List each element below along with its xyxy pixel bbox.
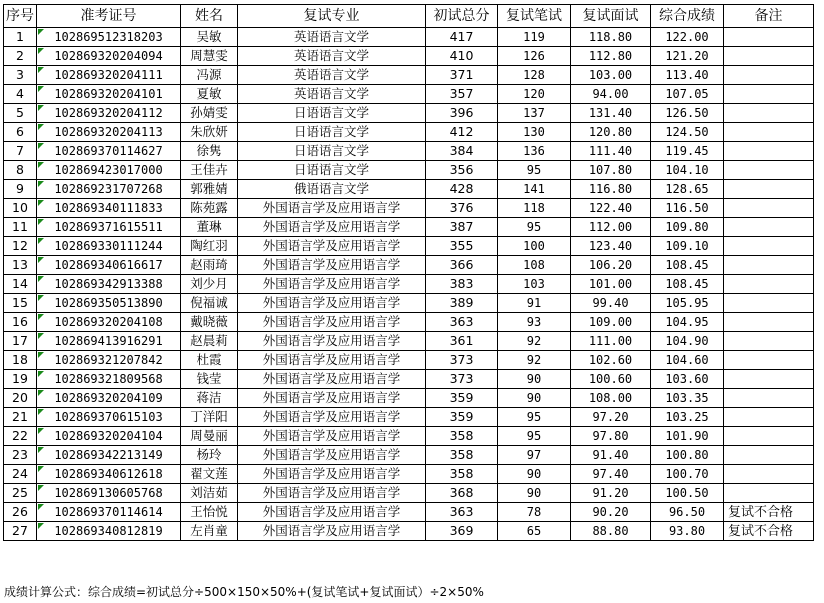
cell-major[interactable]: 英语语言文学 bbox=[238, 28, 426, 47]
table-row bbox=[4, 408, 814, 427]
cell-initial-total[interactable]: 428 bbox=[426, 180, 498, 199]
cell-composite[interactable]: 101.90 bbox=[651, 427, 724, 446]
cell-major[interactable]: 外国语言学及应用语言学 bbox=[238, 294, 426, 313]
cell-composite[interactable]: 105.95 bbox=[651, 294, 724, 313]
cell-written[interactable]: 91 bbox=[498, 294, 571, 313]
table-row bbox=[4, 199, 814, 218]
header-remarks[interactable]: 备注 bbox=[724, 5, 814, 28]
table-row bbox=[4, 47, 814, 66]
cell-written[interactable]: 95 bbox=[498, 408, 571, 427]
cell-interview[interactable]: 111.00 bbox=[571, 332, 651, 351]
cell-major[interactable]: 外国语言学及应用语言学 bbox=[238, 256, 426, 275]
table-row bbox=[4, 427, 814, 446]
cell-initial-total[interactable]: 368 bbox=[426, 484, 498, 503]
cell-remarks[interactable] bbox=[724, 351, 814, 370]
cell-ticket-number[interactable]: 102869342213149 bbox=[37, 446, 181, 465]
cell-major[interactable]: 日语语言文学 bbox=[238, 142, 426, 161]
cell-composite[interactable]: 108.45 bbox=[651, 256, 724, 275]
cell-composite[interactable]: 122.00 bbox=[651, 28, 724, 47]
cell-initial-total[interactable]: 358 bbox=[426, 465, 498, 484]
cell-written[interactable]: 128 bbox=[498, 66, 571, 85]
cell-remarks[interactable] bbox=[724, 446, 814, 465]
cell-written[interactable]: 92 bbox=[498, 332, 571, 351]
cell-interview[interactable]: 118.80 bbox=[571, 28, 651, 47]
cell-major[interactable]: 外国语言学及应用语言学 bbox=[238, 484, 426, 503]
cell-remarks[interactable] bbox=[724, 427, 814, 446]
cell-seq[interactable]: 27 bbox=[4, 522, 37, 541]
cell-composite[interactable]: 109.80 bbox=[651, 218, 724, 237]
cell-remarks[interactable] bbox=[724, 161, 814, 180]
cell-composite[interactable]: 104.90 bbox=[651, 332, 724, 351]
cell-interview[interactable]: 103.00 bbox=[571, 66, 651, 85]
cell-remarks[interactable] bbox=[724, 66, 814, 85]
cell-composite[interactable]: 126.50 bbox=[651, 104, 724, 123]
table-row bbox=[4, 123, 814, 142]
cell-interview[interactable]: 91.40 bbox=[571, 446, 651, 465]
cell-seq[interactable]: 6 bbox=[4, 123, 37, 142]
cell-ticket-number[interactable]: 102869423017000 bbox=[37, 161, 181, 180]
cell-seq[interactable]: 15 bbox=[4, 294, 37, 313]
cell-initial-total[interactable]: 357 bbox=[426, 85, 498, 104]
cell-ticket-number[interactable]: 102869370114627 bbox=[37, 142, 181, 161]
cell-seq[interactable]: 3 bbox=[4, 66, 37, 85]
cell-initial-total[interactable]: 359 bbox=[426, 408, 498, 427]
cell-initial-total[interactable]: 371 bbox=[426, 66, 498, 85]
cell-remarks[interactable] bbox=[724, 294, 814, 313]
cell-major[interactable]: 外国语言学及应用语言学 bbox=[238, 522, 426, 541]
cell-interview[interactable]: 100.60 bbox=[571, 370, 651, 389]
table-row bbox=[4, 332, 814, 351]
cell-written[interactable]: 108 bbox=[498, 256, 571, 275]
cell-interview[interactable]: 91.20 bbox=[571, 484, 651, 503]
cell-initial-total[interactable]: 387 bbox=[426, 218, 498, 237]
cell-remarks[interactable] bbox=[724, 332, 814, 351]
cell-remarks[interactable]: 复试不合格 bbox=[724, 522, 814, 541]
cell-ticket-number[interactable]: 102869320204113 bbox=[37, 123, 181, 142]
cell-composite[interactable]: 104.60 bbox=[651, 351, 724, 370]
cell-remarks[interactable]: 复试不合格 bbox=[724, 503, 814, 522]
cell-initial-total[interactable]: 376 bbox=[426, 199, 498, 218]
cell-initial-total[interactable]: 373 bbox=[426, 351, 498, 370]
cell-name[interactable]: 左肖童 bbox=[181, 522, 238, 541]
cell-composite[interactable]: 103.60 bbox=[651, 370, 724, 389]
cell-interview[interactable]: 112.00 bbox=[571, 218, 651, 237]
cell-remarks[interactable] bbox=[724, 408, 814, 427]
table-row bbox=[4, 294, 814, 313]
cell-written[interactable]: 100 bbox=[498, 237, 571, 256]
cell-composite[interactable]: 108.45 bbox=[651, 275, 724, 294]
cell-seq[interactable]: 26 bbox=[4, 503, 37, 522]
cell-interview[interactable]: 122.40 bbox=[571, 199, 651, 218]
cell-remarks[interactable] bbox=[724, 370, 814, 389]
cell-composite[interactable]: 93.80 bbox=[651, 522, 724, 541]
cell-interview[interactable]: 116.80 bbox=[571, 180, 651, 199]
cell-written[interactable]: 137 bbox=[498, 104, 571, 123]
cell-ticket-number[interactable]: 102869330111244 bbox=[37, 237, 181, 256]
cell-ticket-number[interactable]: 102869512318203 bbox=[37, 28, 181, 47]
cell-composite[interactable]: 100.70 bbox=[651, 465, 724, 484]
cell-remarks[interactable] bbox=[724, 180, 814, 199]
cell-name[interactable]: 杜霞 bbox=[181, 351, 238, 370]
cell-remarks[interactable] bbox=[724, 218, 814, 237]
cell-major[interactable]: 外国语言学及应用语言学 bbox=[238, 370, 426, 389]
cell-name[interactable]: 郭雅婧 bbox=[181, 180, 238, 199]
cell-initial-total[interactable]: 383 bbox=[426, 275, 498, 294]
cell-name[interactable]: 徐隽 bbox=[181, 142, 238, 161]
cell-seq[interactable]: 16 bbox=[4, 313, 37, 332]
header-major[interactable]: 复试专业 bbox=[238, 5, 426, 28]
cell-interview[interactable]: 107.80 bbox=[571, 161, 651, 180]
table-row bbox=[4, 237, 814, 256]
cell-major[interactable]: 外国语言学及应用语言学 bbox=[238, 408, 426, 427]
cell-initial-total[interactable]: 363 bbox=[426, 313, 498, 332]
cell-ticket-number[interactable]: 102869371615511 bbox=[37, 218, 181, 237]
cell-name[interactable]: 吴敏 bbox=[181, 28, 238, 47]
cell-seq[interactable]: 25 bbox=[4, 484, 37, 503]
cell-name[interactable]: 钱莹 bbox=[181, 370, 238, 389]
cell-ticket-number[interactable]: 102869320204104 bbox=[37, 427, 181, 446]
table-row bbox=[4, 522, 814, 541]
formula-note: 成绩计算公式：综合成绩=初试总分÷500×150×50%+(复试笔试+复试面试）÷2×50% bbox=[4, 585, 484, 599]
table-row bbox=[4, 256, 814, 275]
cell-name[interactable]: 夏敏 bbox=[181, 85, 238, 104]
cell-interview[interactable]: 88.80 bbox=[571, 522, 651, 541]
cell-name[interactable]: 杨玲 bbox=[181, 446, 238, 465]
cell-seq[interactable]: 2 bbox=[4, 47, 37, 66]
cell-initial-total[interactable]: 412 bbox=[426, 123, 498, 142]
table-row bbox=[4, 351, 814, 370]
cell-initial-total[interactable]: 358 bbox=[426, 446, 498, 465]
header-initial-total[interactable]: 初试总分 bbox=[426, 5, 498, 28]
cell-remarks[interactable] bbox=[724, 199, 814, 218]
header-name[interactable]: 姓名 bbox=[181, 5, 238, 28]
cell-written[interactable]: 90 bbox=[498, 370, 571, 389]
cell-interview[interactable]: 90.20 bbox=[571, 503, 651, 522]
cell-ticket-number[interactable]: 102869350513890 bbox=[37, 294, 181, 313]
cell-ticket-number[interactable]: 102869321207842 bbox=[37, 351, 181, 370]
cell-written[interactable]: 130 bbox=[498, 123, 571, 142]
cell-major[interactable]: 外国语言学及应用语言学 bbox=[238, 465, 426, 484]
cell-major[interactable]: 俄语语言文学 bbox=[238, 180, 426, 199]
cell-written[interactable]: 120 bbox=[498, 85, 571, 104]
cell-major[interactable]: 外国语言学及应用语言学 bbox=[238, 503, 426, 522]
cell-major[interactable]: 日语语言文学 bbox=[238, 104, 426, 123]
cell-interview[interactable]: 120.80 bbox=[571, 123, 651, 142]
cell-name[interactable]: 陈苑露 bbox=[181, 199, 238, 218]
cell-name[interactable]: 陶红羽 bbox=[181, 237, 238, 256]
cell-written[interactable]: 90 bbox=[498, 389, 571, 408]
cell-remarks[interactable] bbox=[724, 47, 814, 66]
cell-written[interactable]: 136 bbox=[498, 142, 571, 161]
cell-initial-total[interactable]: 369 bbox=[426, 522, 498, 541]
cell-ticket-number[interactable]: 102869231707268 bbox=[37, 180, 181, 199]
cell-name[interactable]: 王怡悦 bbox=[181, 503, 238, 522]
cell-seq[interactable]: 22 bbox=[4, 427, 37, 446]
cell-major[interactable]: 外国语言学及应用语言学 bbox=[238, 351, 426, 370]
header-interview[interactable]: 复试面试 bbox=[571, 5, 651, 28]
cell-name[interactable]: 翟文莲 bbox=[181, 465, 238, 484]
cell-name[interactable]: 冯源 bbox=[181, 66, 238, 85]
table-body bbox=[4, 28, 814, 541]
header-seq[interactable]: 序号 bbox=[4, 5, 37, 28]
cell-interview[interactable]: 97.40 bbox=[571, 465, 651, 484]
cell-remarks[interactable] bbox=[724, 313, 814, 332]
cell-seq[interactable]: 24 bbox=[4, 465, 37, 484]
table-row bbox=[4, 66, 814, 85]
cell-ticket-number[interactable]: 102869321809568 bbox=[37, 370, 181, 389]
cell-written[interactable]: 119 bbox=[498, 28, 571, 47]
cell-name[interactable]: 刘少月 bbox=[181, 275, 238, 294]
cell-composite[interactable]: 107.05 bbox=[651, 85, 724, 104]
cell-remarks[interactable] bbox=[724, 123, 814, 142]
cell-interview[interactable]: 111.40 bbox=[571, 142, 651, 161]
cell-ticket-number[interactable]: 102869370114614 bbox=[37, 503, 181, 522]
cell-composite[interactable]: 103.25 bbox=[651, 408, 724, 427]
cell-major[interactable]: 外国语言学及应用语言学 bbox=[238, 275, 426, 294]
cell-seq[interactable]: 12 bbox=[4, 237, 37, 256]
cell-major[interactable]: 外国语言学及应用语言学 bbox=[238, 218, 426, 237]
cell-remarks[interactable] bbox=[724, 484, 814, 503]
table-row bbox=[4, 142, 814, 161]
cell-seq[interactable]: 18 bbox=[4, 351, 37, 370]
cell-interview[interactable]: 112.80 bbox=[571, 47, 651, 66]
table-row bbox=[4, 161, 814, 180]
cell-major[interactable]: 英语语言文学 bbox=[238, 85, 426, 104]
cell-written[interactable]: 103 bbox=[498, 275, 571, 294]
cell-written[interactable]: 126 bbox=[498, 47, 571, 66]
cell-name[interactable]: 赵雨琦 bbox=[181, 256, 238, 275]
cell-initial-total[interactable]: 358 bbox=[426, 427, 498, 446]
cell-written[interactable]: 141 bbox=[498, 180, 571, 199]
cell-initial-total[interactable]: 410 bbox=[426, 47, 498, 66]
cell-ticket-number[interactable]: 102869340812819 bbox=[37, 522, 181, 541]
cell-written[interactable]: 93 bbox=[498, 313, 571, 332]
cell-ticket-number[interactable]: 102869340111833 bbox=[37, 199, 181, 218]
cell-initial-total[interactable]: 359 bbox=[426, 389, 498, 408]
cell-written[interactable]: 118 bbox=[498, 199, 571, 218]
cell-seq[interactable]: 17 bbox=[4, 332, 37, 351]
cell-major[interactable]: 外国语言学及应用语言学 bbox=[238, 199, 426, 218]
cell-remarks[interactable] bbox=[724, 28, 814, 47]
cell-initial-total[interactable]: 366 bbox=[426, 256, 498, 275]
cell-composite[interactable]: 104.95 bbox=[651, 313, 724, 332]
cell-seq[interactable]: 19 bbox=[4, 370, 37, 389]
cell-name[interactable]: 倪福诚 bbox=[181, 294, 238, 313]
cell-major[interactable]: 外国语言学及应用语言学 bbox=[238, 237, 426, 256]
cell-major[interactable]: 英语语言文学 bbox=[238, 47, 426, 66]
table-row bbox=[4, 484, 814, 503]
cell-name[interactable]: 蒋洁 bbox=[181, 389, 238, 408]
header-row bbox=[4, 5, 814, 28]
cell-composite[interactable]: 104.10 bbox=[651, 161, 724, 180]
cell-name[interactable]: 孙婧雯 bbox=[181, 104, 238, 123]
cell-written[interactable]: 95 bbox=[498, 218, 571, 237]
cell-seq[interactable]: 14 bbox=[4, 275, 37, 294]
cell-ticket-number[interactable]: 102869320204112 bbox=[37, 104, 181, 123]
cell-composite[interactable]: 121.20 bbox=[651, 47, 724, 66]
cell-written[interactable]: 90 bbox=[498, 465, 571, 484]
cell-ticket-number[interactable]: 102869320204101 bbox=[37, 85, 181, 104]
cell-seq[interactable]: 1 bbox=[4, 28, 37, 47]
cell-name[interactable]: 周曼丽 bbox=[181, 427, 238, 446]
cell-name[interactable]: 王佳卉 bbox=[181, 161, 238, 180]
cell-ticket-number[interactable]: 102869320204108 bbox=[37, 313, 181, 332]
cell-composite[interactable]: 100.50 bbox=[651, 484, 724, 503]
cell-seq[interactable]: 4 bbox=[4, 85, 37, 104]
cell-seq[interactable]: 7 bbox=[4, 142, 37, 161]
cell-major[interactable]: 日语语言文学 bbox=[238, 123, 426, 142]
score-table bbox=[3, 4, 814, 541]
cell-name[interactable]: 赵晨莉 bbox=[181, 332, 238, 351]
cell-major[interactable]: 外国语言学及应用语言学 bbox=[238, 313, 426, 332]
cell-major[interactable]: 英语语言文学 bbox=[238, 66, 426, 85]
table-row bbox=[4, 180, 814, 199]
cell-initial-total[interactable]: 363 bbox=[426, 503, 498, 522]
cell-remarks[interactable] bbox=[724, 256, 814, 275]
cell-interview[interactable]: 108.00 bbox=[571, 389, 651, 408]
cell-ticket-number[interactable]: 102869340616617 bbox=[37, 256, 181, 275]
header-composite[interactable]: 综合成绩 bbox=[651, 5, 724, 28]
cell-interview[interactable]: 102.60 bbox=[571, 351, 651, 370]
cell-seq[interactable]: 9 bbox=[4, 180, 37, 199]
cell-initial-total[interactable]: 389 bbox=[426, 294, 498, 313]
cell-seq[interactable]: 11 bbox=[4, 218, 37, 237]
cell-interview[interactable]: 97.20 bbox=[571, 408, 651, 427]
cell-initial-total[interactable]: 417 bbox=[426, 28, 498, 47]
cell-ticket-number[interactable]: 102869320204094 bbox=[37, 47, 181, 66]
cell-ticket-number[interactable]: 102869370615103 bbox=[37, 408, 181, 427]
cell-remarks[interactable] bbox=[724, 142, 814, 161]
cell-major[interactable]: 外国语言学及应用语言学 bbox=[238, 427, 426, 446]
cell-written[interactable]: 78 bbox=[498, 503, 571, 522]
cell-initial-total[interactable]: 361 bbox=[426, 332, 498, 351]
cell-major[interactable]: 外国语言学及应用语言学 bbox=[238, 389, 426, 408]
cell-written[interactable]: 65 bbox=[498, 522, 571, 541]
cell-remarks[interactable] bbox=[724, 389, 814, 408]
cell-composite[interactable]: 103.35 bbox=[651, 389, 724, 408]
cell-composite[interactable]: 96.50 bbox=[651, 503, 724, 522]
cell-name[interactable]: 董琳 bbox=[181, 218, 238, 237]
cell-name[interactable]: 刘洁茹 bbox=[181, 484, 238, 503]
cell-name[interactable]: 朱欣妍 bbox=[181, 123, 238, 142]
cell-initial-total[interactable]: 355 bbox=[426, 237, 498, 256]
cell-name[interactable]: 戴晓薇 bbox=[181, 313, 238, 332]
table-row bbox=[4, 275, 814, 294]
table-row bbox=[4, 85, 814, 104]
cell-ticket-number[interactable]: 102869130605768 bbox=[37, 484, 181, 503]
cell-interview[interactable]: 94.00 bbox=[571, 85, 651, 104]
cell-composite[interactable]: 116.50 bbox=[651, 199, 724, 218]
cell-interview[interactable]: 131.40 bbox=[571, 104, 651, 123]
cell-major[interactable]: 日语语言文学 bbox=[238, 161, 426, 180]
cell-ticket-number[interactable]: 102869320204111 bbox=[37, 66, 181, 85]
cell-seq[interactable]: 10 bbox=[4, 199, 37, 218]
cell-written[interactable]: 97 bbox=[498, 446, 571, 465]
table-row bbox=[4, 389, 814, 408]
table-row bbox=[4, 446, 814, 465]
cell-composite[interactable]: 128.65 bbox=[651, 180, 724, 199]
cell-seq[interactable]: 8 bbox=[4, 161, 37, 180]
cell-interview[interactable]: 97.80 bbox=[571, 427, 651, 446]
table-row bbox=[4, 313, 814, 332]
cell-remarks[interactable] bbox=[724, 275, 814, 294]
cell-interview[interactable]: 109.00 bbox=[571, 313, 651, 332]
cell-major[interactable]: 外国语言学及应用语言学 bbox=[238, 332, 426, 351]
table-row bbox=[4, 503, 814, 522]
header-written[interactable]: 复试笔试 bbox=[498, 5, 571, 28]
cell-ticket-number[interactable]: 102869340612618 bbox=[37, 465, 181, 484]
cell-remarks[interactable] bbox=[724, 104, 814, 123]
cell-written[interactable]: 95 bbox=[498, 161, 571, 180]
cell-composite[interactable]: 124.50 bbox=[651, 123, 724, 142]
table-row bbox=[4, 465, 814, 484]
cell-initial-total[interactable]: 373 bbox=[426, 370, 498, 389]
header-ticket-number[interactable]: 准考证号 bbox=[37, 5, 181, 28]
cell-seq[interactable]: 5 bbox=[4, 104, 37, 123]
table-row bbox=[4, 104, 814, 123]
cell-composite[interactable]: 109.10 bbox=[651, 237, 724, 256]
cell-ticket-number[interactable]: 102869320204109 bbox=[37, 389, 181, 408]
cell-initial-total[interactable]: 396 bbox=[426, 104, 498, 123]
cell-interview[interactable]: 123.40 bbox=[571, 237, 651, 256]
cell-seq[interactable]: 23 bbox=[4, 446, 37, 465]
cell-seq[interactable]: 20 bbox=[4, 389, 37, 408]
cell-seq[interactable]: 13 bbox=[4, 256, 37, 275]
cell-remarks[interactable] bbox=[724, 237, 814, 256]
cell-seq[interactable]: 21 bbox=[4, 408, 37, 427]
cell-name[interactable]: 周慧雯 bbox=[181, 47, 238, 66]
table-row bbox=[4, 370, 814, 389]
table-row bbox=[4, 218, 814, 237]
cell-initial-total[interactable]: 384 bbox=[426, 142, 498, 161]
cell-major[interactable]: 外国语言学及应用语言学 bbox=[238, 446, 426, 465]
cell-composite[interactable]: 119.45 bbox=[651, 142, 724, 161]
cell-interview[interactable]: 106.20 bbox=[571, 256, 651, 275]
cell-name[interactable]: 丁洋阳 bbox=[181, 408, 238, 427]
cell-written[interactable]: 95 bbox=[498, 427, 571, 446]
table-row bbox=[4, 28, 814, 47]
cell-initial-total[interactable]: 356 bbox=[426, 161, 498, 180]
cell-written[interactable]: 92 bbox=[498, 351, 571, 370]
cell-ticket-number[interactable]: 102869413916291 bbox=[37, 332, 181, 351]
cell-remarks[interactable] bbox=[724, 85, 814, 104]
cell-composite[interactable]: 113.40 bbox=[651, 66, 724, 85]
cell-composite[interactable]: 100.80 bbox=[651, 446, 724, 465]
cell-remarks[interactable] bbox=[724, 465, 814, 484]
cell-written[interactable]: 90 bbox=[498, 484, 571, 503]
cell-interview[interactable]: 101.00 bbox=[571, 275, 651, 294]
cell-interview[interactable]: 99.40 bbox=[571, 294, 651, 313]
cell-ticket-number[interactable]: 102869342913388 bbox=[37, 275, 181, 294]
